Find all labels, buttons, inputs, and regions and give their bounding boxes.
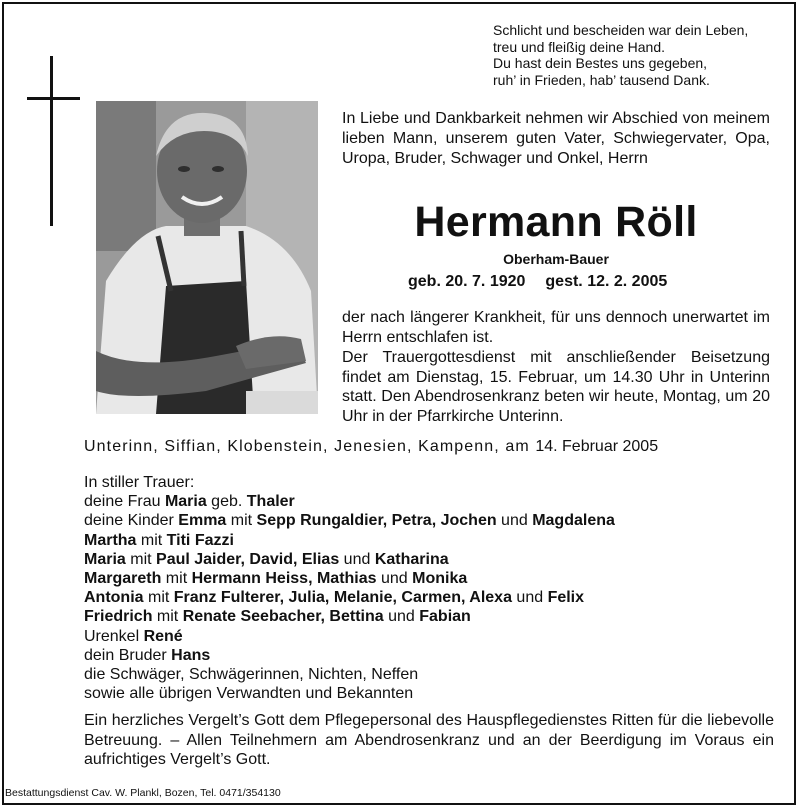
mourner-line [84,627,615,646]
mourner-name: Fabian [419,608,471,626]
mourner-name: Maria [84,550,126,568]
mourner-name: Renate Seebacher, Bettina [182,608,384,626]
mourner-name: Emma [178,512,227,530]
mourners-list [84,473,615,703]
birth-date: geb. 20. 7. 1920 [408,273,526,290]
mourner-name: Thaler [246,493,295,511]
mourner-line [84,646,615,665]
funeral-details: Der Trauergottesdienst mit anschließender Beisetzung findet am Dienstag, 15. Februar, um 14.30 Uhr in Unterinn statt. Den Abendrosenkranz beten wir heute, Montag, um 20 Uhr in der Pfarrkirche Unterinn. [342,349,770,425]
cross-icon-bar [27,97,80,100]
mourner-text: Urenkel [84,627,144,645]
mourner-line: sowie alle übrigen Verwandten und Bekannten [84,685,414,703]
mourner-name: Franz Fulterer, Julia, Melanie, Carmen, Alexa [173,589,512,607]
mourner-text: und [496,512,533,530]
mourner-line [84,531,615,550]
mourner-text: und [511,589,548,607]
mourner-line [84,511,615,530]
thanks-text: Ein herzliches Vergelt’s Gott dem Pflegepersonal des Hauspflegedienstes Ritten für die liebevolle Betreuung. – Allen Teilnehmern am Abendrosenkranz und an der Beerdigung im Voraus ein aufrichtiges Vergelt’s Gott. [84,712,774,768]
mourner-name: Hermann Heiss, Mathias [191,570,377,588]
mourner-name: Felix [547,589,585,607]
mourner-name: Maria [164,493,207,511]
notice-date: 14. Februar 2005 [535,438,659,455]
mourner-line [84,550,615,569]
mourner-text: geb. [206,493,247,511]
farm-name: Oberham-Bauer [503,251,609,267]
poem-line: Schlicht und bescheiden war dein Leben, [493,22,749,38]
portrait-photo [96,101,318,414]
places: Unterinn, Siffian, Klobenstein, Jenesien, Kampenn, am [84,438,530,455]
mourner-text: deine Frau [84,493,165,511]
mourner-line: die Schwäger, Schwägerinnen, Nichten, Neffen [84,666,419,684]
mourner-text: mit [161,570,192,588]
place-date-line [84,438,774,456]
mourner-text: mit [136,531,167,549]
funeral-service-credit: Bestattungsdienst Cav. W. Plankl, Bozen, Tel. 0471/354130 [5,787,281,799]
mourner-text: und [383,608,420,626]
deceased-name: Hermann Röll [414,198,698,246]
mourner-text: und [376,570,413,588]
mourner-line [84,588,615,607]
poem-line: ruh’ in Frieden, hab’ tausend Dank. [493,71,710,88]
mourning-heading: In stiller Trauer: [84,474,195,491]
intro-text: In Liebe und Dankbarkeit nehmen wir Abschied von meinem lieben Mann, unserem guten Vater, Schwiegervater, Opa, Uropa, Bruder, Schwager und Onkel, Herrn [342,110,770,167]
mourner-text: mit [125,550,157,568]
mourner-text: und [339,550,375,568]
mourner-name: Friedrich [84,608,153,626]
mourner-name: Magdalena [532,512,615,530]
mourner-text: mit [226,512,257,530]
mourner-text: dein Bruder [84,646,172,664]
mourner-name: René [143,627,183,645]
death-date: gest. 12. 2. 2005 [545,273,668,290]
mourner-name: Titi Fazzi [166,531,234,549]
mourner-name: Margareth [84,570,162,588]
poem-line: Du hast dein Bestes uns gegeben, [493,55,708,71]
poem-line: treu und fleißig deine Hand. [493,38,665,55]
poem [493,22,783,88]
mourner-text: mit [143,589,174,607]
cross-icon [50,56,53,226]
mourner-name: Sepp Rungaldier, Petra, Jochen [256,512,497,530]
mourner-line [84,569,615,588]
mourner-line [84,492,615,511]
mourner-name: Paul Jaider, David, Elias [156,550,340,568]
mourner-name: Hans [171,646,211,664]
mourner-name: Monika [412,570,468,588]
mourner-text: mit [152,608,183,626]
mourner-name: Martha [84,531,137,549]
life-dates [408,273,667,291]
mourner-name: Antonia [84,589,144,607]
mourner-line [84,607,615,626]
mourner-text: deine Kinder [84,512,179,530]
mourner-name: Katharina [374,550,449,568]
passing-text: der nach längerer Krankheit, für uns dennoch unerwartet im Herrn entschlafen ist. [342,309,770,346]
